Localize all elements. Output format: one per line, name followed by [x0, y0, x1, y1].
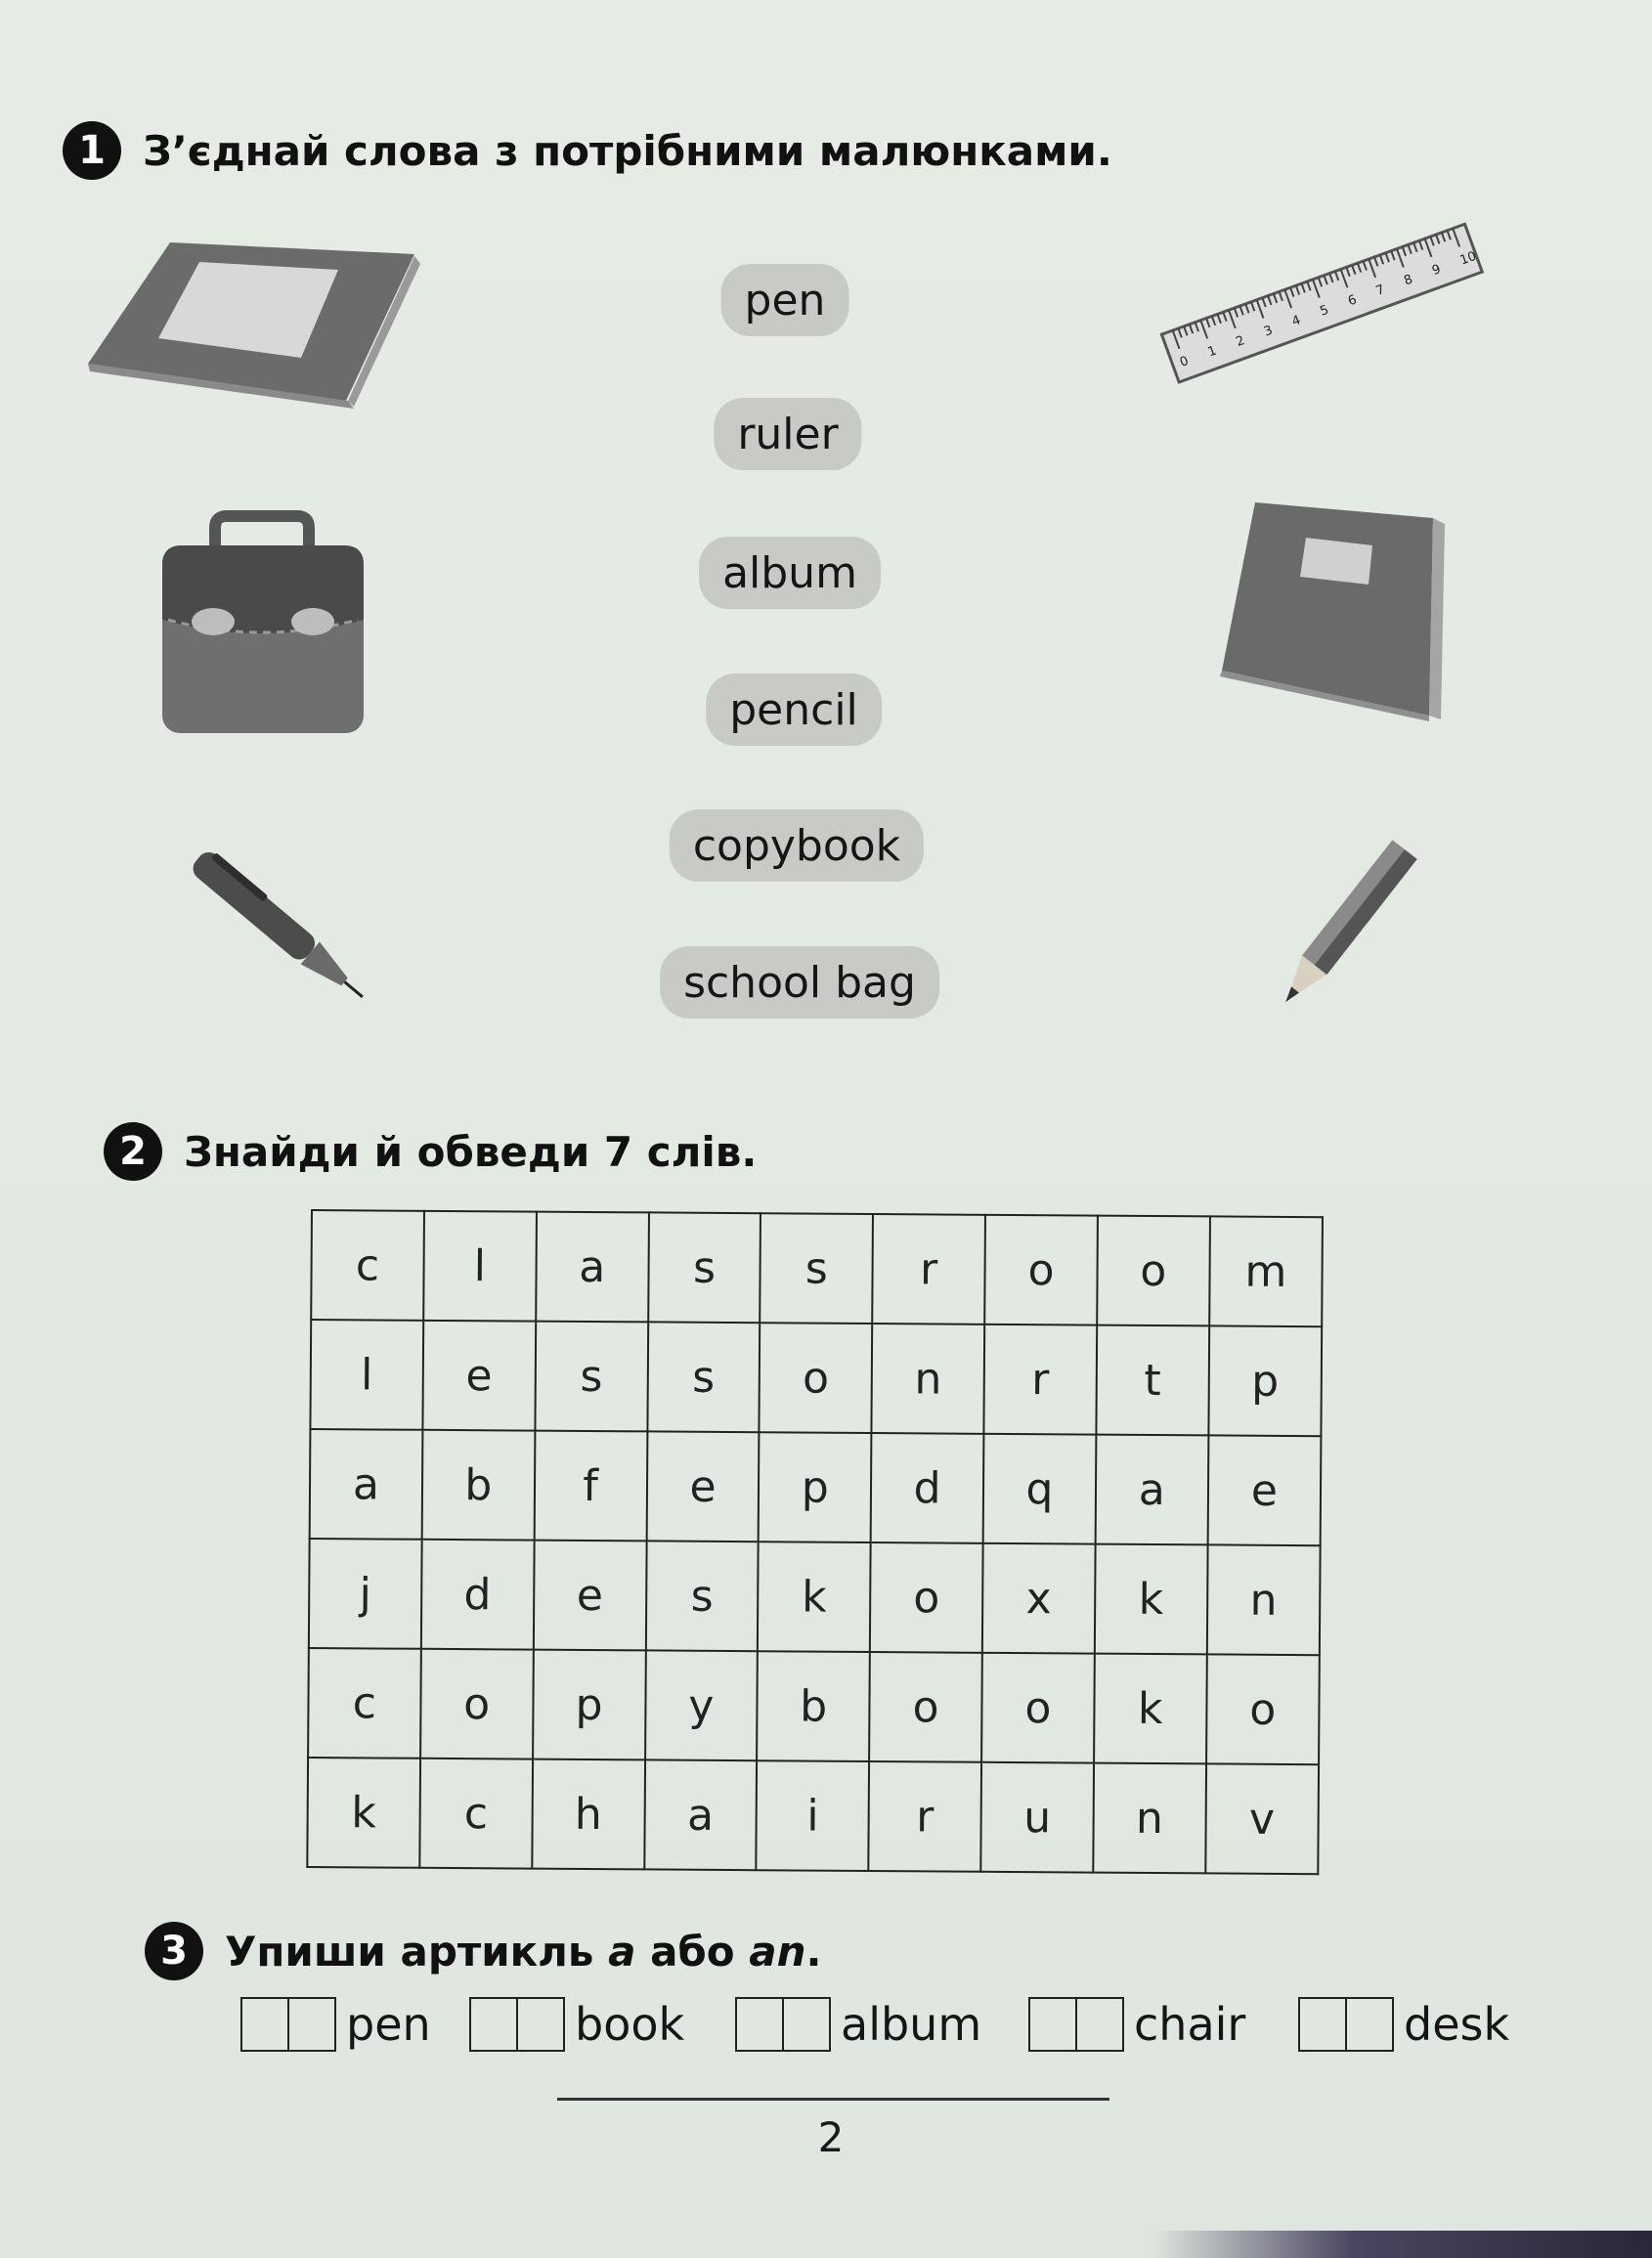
grid-cell[interactable]: n: [1093, 1763, 1206, 1874]
grid-cell[interactable]: u: [980, 1762, 1094, 1873]
grid-cell[interactable]: c: [308, 1648, 421, 1759]
grid-cell[interactable]: t: [1096, 1325, 1209, 1436]
grid-cell[interactable]: o: [984, 1215, 1098, 1325]
grid-cell[interactable]: o: [760, 1323, 873, 1433]
grid-cell[interactable]: s: [647, 1322, 761, 1432]
grid-cell[interactable]: n: [872, 1324, 985, 1434]
article-answer-box[interactable]: [735, 1997, 831, 2052]
word-school-bag[interactable]: school bag: [660, 946, 939, 1019]
grid-cell[interactable]: e: [1207, 1435, 1321, 1545]
grid-row: [308, 1648, 1320, 1764]
grid-row: [310, 1320, 1322, 1436]
article-item-chair: [1028, 1997, 1245, 2052]
grid-cell[interactable]: s: [648, 1212, 761, 1323]
pen-icon[interactable]: [182, 821, 377, 1036]
task-number-2: 2: [104, 1122, 162, 1181]
task-3-header: [145, 1922, 821, 1980]
grid-cell[interactable]: c: [419, 1759, 533, 1869]
grid-cell[interactable]: a: [1096, 1435, 1209, 1545]
grid-cell[interactable]: p: [533, 1650, 646, 1760]
grid-cell[interactable]: k: [758, 1542, 871, 1652]
grid-cell[interactable]: a: [310, 1429, 423, 1540]
grid-cell[interactable]: o: [981, 1653, 1095, 1763]
grid-cell[interactable]: s: [645, 1541, 759, 1651]
task-3-instruction: [225, 1928, 821, 1976]
copybook-icon[interactable]: [1216, 495, 1451, 721]
grid-cell[interactable]: e: [422, 1321, 536, 1431]
grid-cell[interactable]: o: [420, 1649, 534, 1759]
grid-row: [311, 1210, 1323, 1326]
grid-cell[interactable]: s: [535, 1322, 648, 1432]
ruler-tick-label: 4: [1289, 313, 1303, 330]
grid-cell[interactable]: e: [646, 1431, 760, 1542]
ruler-tick-label: 8: [1402, 272, 1415, 289]
grid-row: [309, 1539, 1321, 1655]
page-number: 2: [817, 2113, 845, 2161]
grid-cell[interactable]: j: [309, 1539, 422, 1649]
ruler-tick-label: 1: [1205, 343, 1219, 361]
grid-cell[interactable]: i: [757, 1760, 870, 1871]
article-answers: [240, 1997, 1521, 2065]
article-a: a: [608, 1927, 636, 1976]
word-copybook[interactable]: copybook: [670, 809, 924, 882]
grid-cell[interactable]: k: [307, 1758, 420, 1868]
grid-cell[interactable]: d: [421, 1540, 535, 1650]
grid-cell[interactable]: o: [1206, 1654, 1320, 1764]
grid-cell[interactable]: n: [1207, 1544, 1321, 1655]
article-answer-box[interactable]: [469, 1997, 565, 2052]
article-an: an: [749, 1927, 806, 1976]
ruler-icon[interactable]: [1152, 217, 1494, 393]
word-search-grid: [306, 1209, 1324, 1875]
grid-cell[interactable]: x: [982, 1543, 1096, 1654]
instruction-joiner: або: [635, 1927, 750, 1976]
ruler-tick-label: 0: [1178, 353, 1192, 370]
grid-row: [310, 1429, 1322, 1545]
grid-row: [307, 1758, 1319, 1874]
grid-cell[interactable]: f: [534, 1431, 647, 1542]
grid-cell[interactable]: s: [761, 1213, 874, 1324]
grid-cell[interactable]: c: [311, 1210, 424, 1321]
task-number-1: 1: [63, 121, 121, 180]
task-1-instruction: З’єднай слова з потрібними малюнками.: [143, 126, 1112, 175]
article-answer-box[interactable]: [240, 1997, 336, 2052]
grid-cell[interactable]: y: [645, 1650, 759, 1760]
school-bag-icon[interactable]: [154, 510, 370, 737]
article-word: desk: [1404, 1998, 1510, 2051]
word-ruler[interactable]: ruler: [714, 398, 861, 470]
grid-cell[interactable]: l: [310, 1320, 423, 1430]
footer-divider: [557, 2098, 1109, 2101]
grid-cell[interactable]: v: [1205, 1763, 1319, 1874]
ruler-tick-label: 10: [1457, 248, 1479, 269]
grid-cell[interactable]: a: [536, 1212, 649, 1323]
word-album[interactable]: album: [699, 537, 881, 609]
grid-cell[interactable]: h: [532, 1759, 645, 1870]
grid-cell[interactable]: m: [1209, 1216, 1323, 1326]
grid-cell[interactable]: o: [1097, 1216, 1210, 1326]
task-1-header: [63, 121, 1112, 180]
ruler-tick-label: 2: [1234, 333, 1247, 350]
article-word: pen: [346, 1998, 431, 2051]
ruler-tick-label: 5: [1318, 302, 1331, 320]
article-item-album: [735, 1997, 981, 2052]
ruler-tick-label: 7: [1373, 282, 1387, 299]
article-answer-box[interactable]: [1028, 1997, 1124, 2052]
word-pencil[interactable]: pencil: [706, 673, 882, 746]
grid-cell[interactable]: r: [872, 1214, 985, 1324]
article-word: chair: [1134, 1998, 1246, 2051]
grid-cell[interactable]: o: [870, 1542, 983, 1653]
article-answer-box[interactable]: [1298, 1997, 1394, 2052]
article-item-desk: [1298, 1997, 1509, 2052]
ruler-tick-label: 9: [1430, 262, 1443, 279]
task-2-instruction: Знайди й обведи 7 слів.: [184, 1127, 758, 1176]
grid-cell[interactable]: k: [1094, 1654, 1207, 1764]
grid-cell[interactable]: b: [757, 1651, 870, 1761]
instruction-prefix: Упиши артикль: [225, 1927, 609, 1976]
album-icon[interactable]: [82, 235, 424, 411]
task-number-3: 3: [145, 1922, 203, 1980]
word-pen[interactable]: pen: [721, 264, 849, 336]
grid-cell[interactable]: r: [868, 1761, 981, 1872]
grid-cell[interactable]: o: [869, 1652, 982, 1762]
grid-cell[interactable]: p: [1208, 1325, 1322, 1436]
grid-cell[interactable]: p: [759, 1432, 872, 1542]
grid-cell[interactable]: q: [983, 1434, 1097, 1544]
grid-cell[interactable]: a: [644, 1759, 758, 1870]
article-word: album: [841, 1998, 982, 2051]
ruler-tick-label: 3: [1262, 323, 1276, 340]
ruler-tick-label: 6: [1346, 292, 1360, 310]
grid-cell[interactable]: l: [423, 1211, 537, 1322]
article-word: book: [575, 1998, 685, 2051]
scan-edge-shadow: [1153, 2231, 1652, 2258]
instruction-end: .: [805, 1927, 822, 1976]
grid-cell[interactable]: k: [1095, 1544, 1208, 1655]
grid-cell[interactable]: d: [871, 1433, 984, 1543]
grid-cell[interactable]: r: [983, 1324, 1097, 1435]
article-item-pen: [240, 1997, 431, 2052]
grid-cell[interactable]: b: [421, 1430, 535, 1541]
pencil-icon[interactable]: [1257, 827, 1423, 1034]
task-2-header: [104, 1122, 757, 1181]
article-item-book: [469, 1997, 684, 2052]
grid-cell[interactable]: e: [534, 1541, 647, 1651]
